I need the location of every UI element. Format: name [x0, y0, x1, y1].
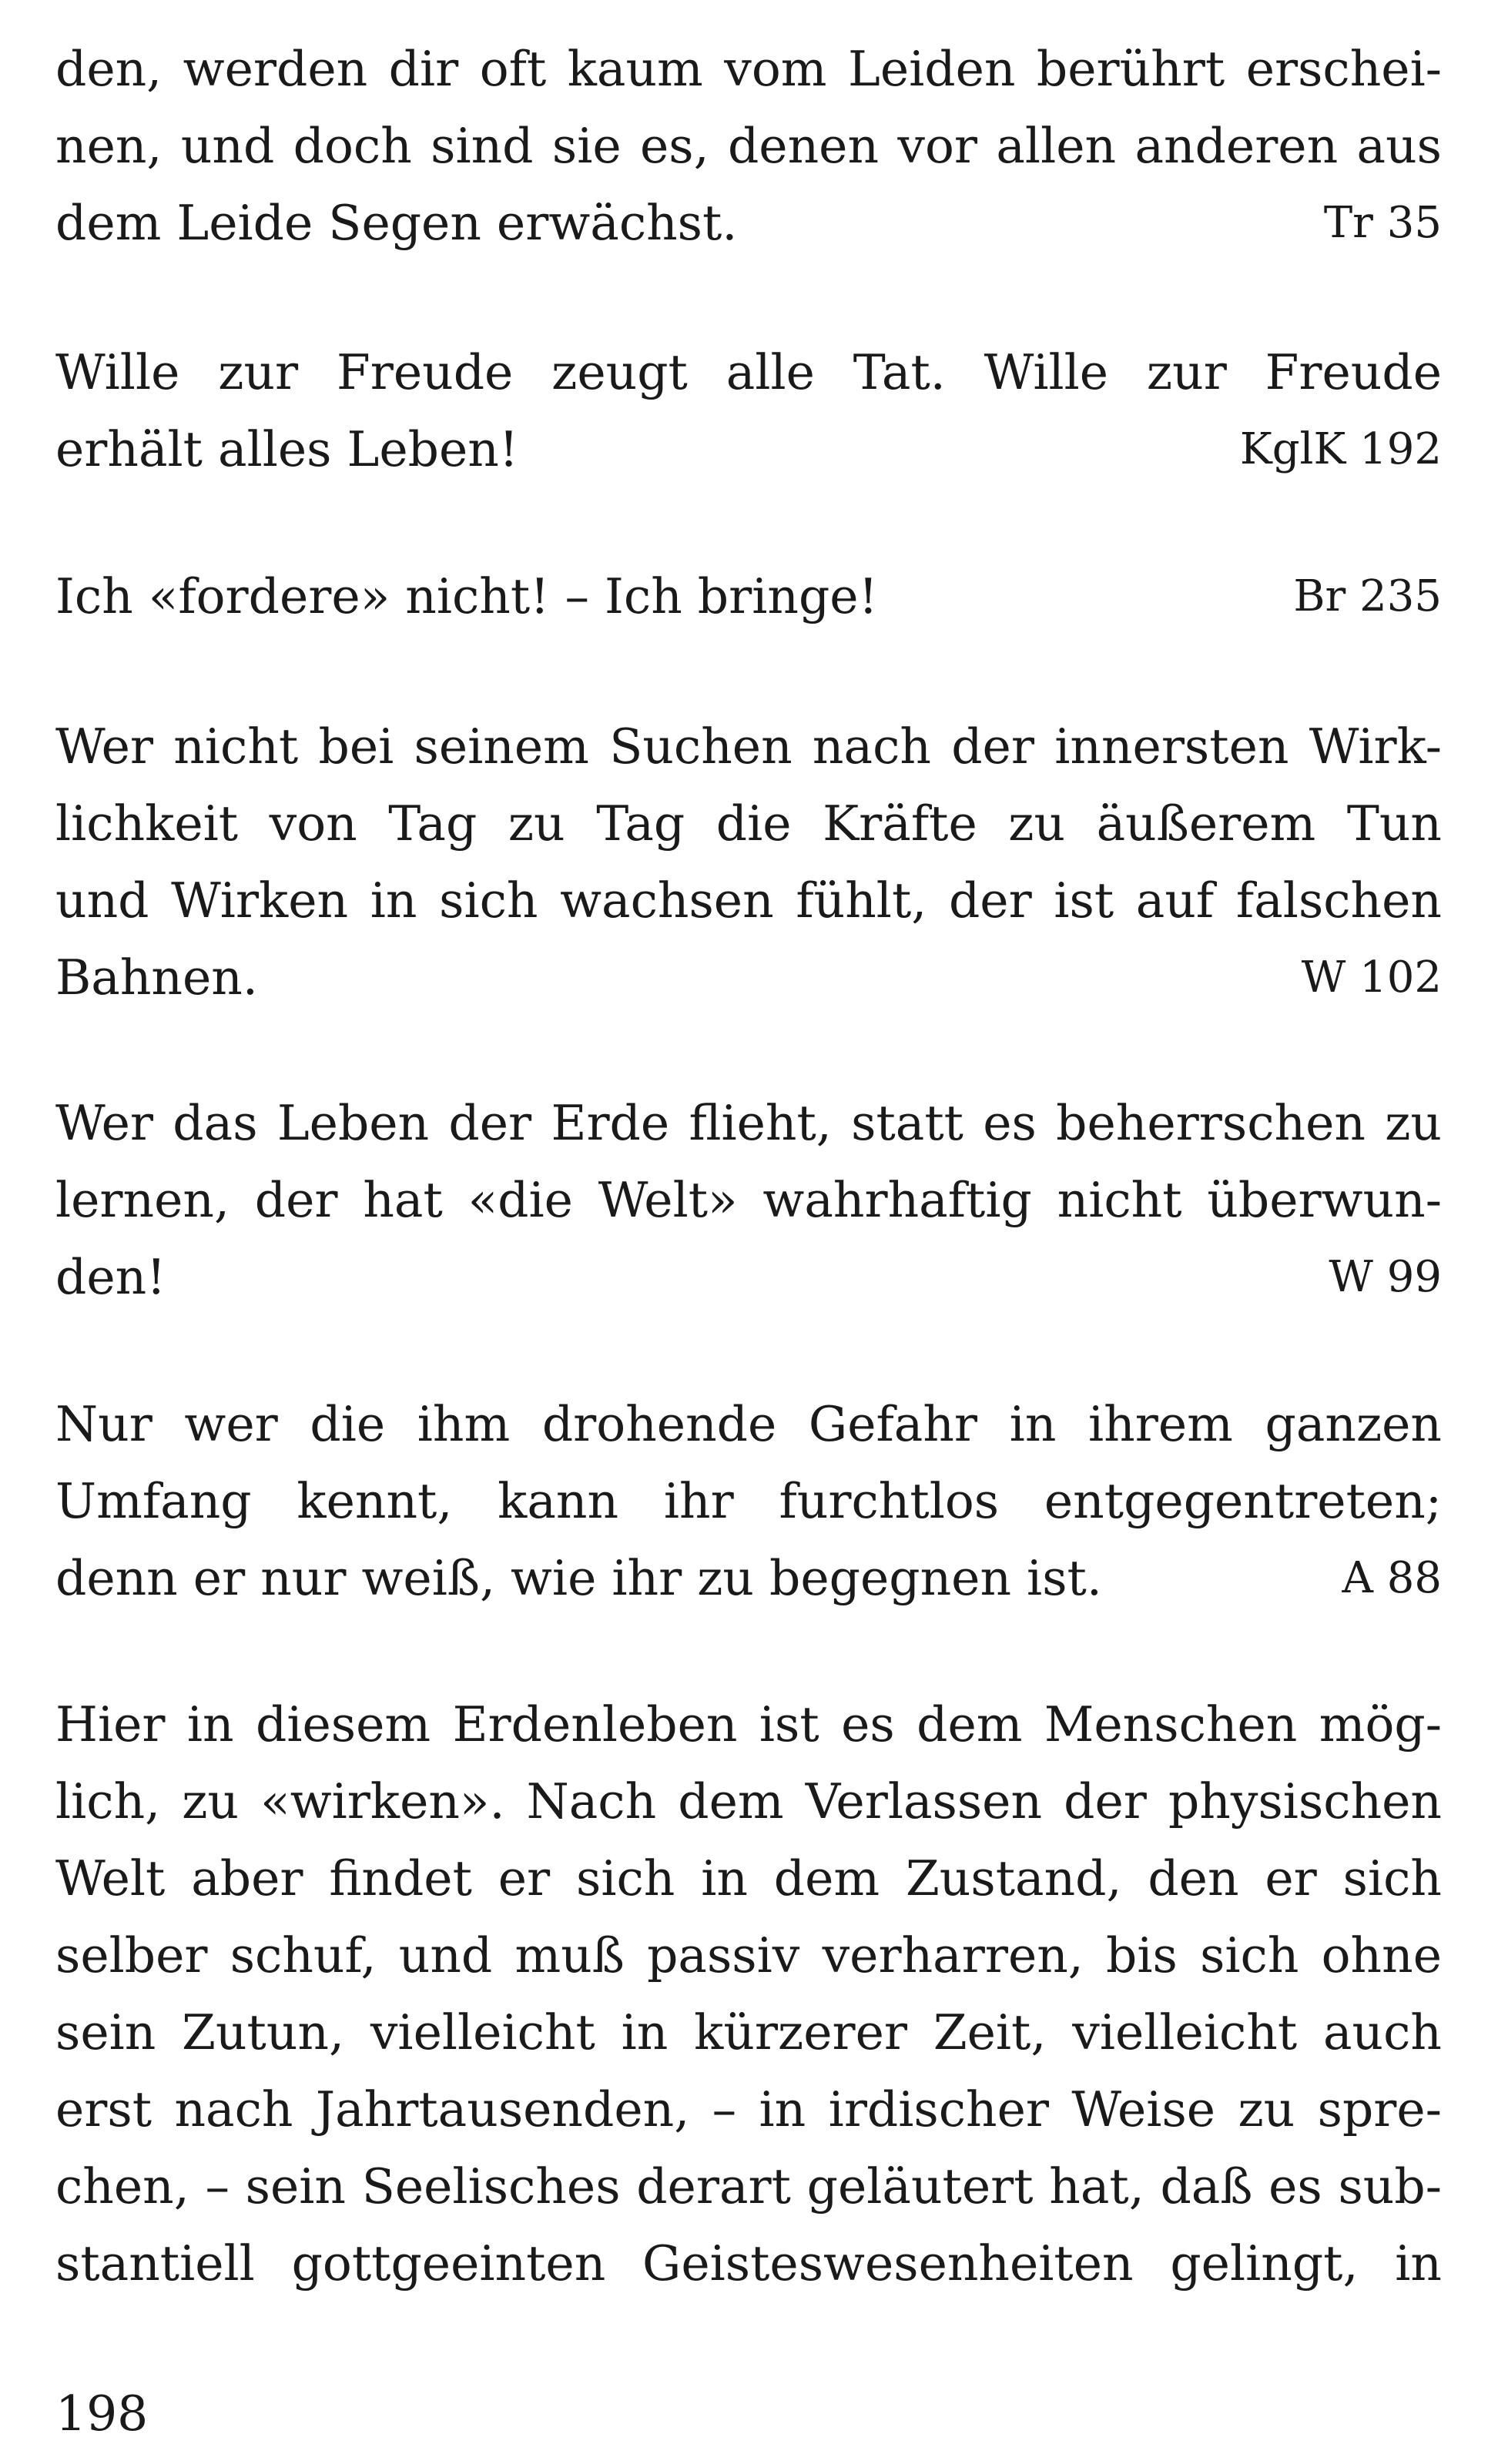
quote-line: lich, zu «wirken». Nach dem Verlassen der physischen — [55, 1773, 1442, 1830]
quote-block — [55, 334, 1442, 488]
quote-line: Bahnen. — [55, 949, 258, 1006]
source-reference: KglK 192 — [1239, 424, 1442, 474]
quote-line: erst nach Jahrtausenden, – in irdischer Weise zu spre- — [55, 2081, 1442, 2138]
quote-line: lichkeit von Tag zu Tag die Kräfte zu äußerem Tun — [55, 795, 1442, 852]
source-reference: W 99 — [1329, 1252, 1442, 1302]
source-reference: W 102 — [1301, 952, 1442, 1003]
source-reference: Br 235 — [1293, 571, 1442, 621]
quote-block — [55, 31, 1442, 262]
quote-line: selber schuf, und muß passiv verharren, bis sich ohne — [55, 1927, 1442, 1984]
quote-line: lernen, der hat «die Welt» wahrhaftig nicht überwun- — [55, 1172, 1442, 1228]
quote-block — [55, 1085, 1442, 1316]
source-reference: A 88 — [1342, 1553, 1442, 1603]
quote-last-line — [55, 411, 1442, 488]
quote-line: den, werden dir oft kaum vom Leiden berührt erschei- — [55, 41, 1442, 97]
quote-last-line — [55, 558, 1442, 635]
quote-line: Wer nicht bei seinem Suchen nach der innersten Wirk- — [55, 718, 1442, 775]
quote-line: den! — [55, 1249, 166, 1305]
quote-block — [55, 1386, 1442, 1617]
quote-line: nen, und doch sind sie es, denen vor allen anderen aus — [55, 118, 1442, 174]
quote-line: chen, – sein Seelisches derart geläutert hat, daß es sub- — [55, 2158, 1442, 2215]
quote-line: und Wirken in sich wachsen fühlt, der ist auf falschen — [55, 872, 1442, 929]
quote-line: Ich «fordere» nicht! – Ich bringe! — [55, 568, 878, 624]
quote-last-line — [55, 939, 1442, 1016]
quote-line: erhält alles Leben! — [55, 421, 519, 477]
quote-last-line — [55, 1540, 1442, 1617]
quote-line: sein Zutun, vielleicht in kürzerer Zeit, vielleicht auch — [55, 2004, 1442, 2061]
quote-line: Nur wer die ihm drohende Gefahr in ihrem ganzen — [55, 1396, 1442, 1452]
page-number: 198 — [55, 2385, 149, 2442]
source-reference: Tr 35 — [1323, 198, 1442, 248]
quote-line: denn er nur weiß, wie ihr zu begegnen ist. — [55, 1550, 1102, 1606]
quote-block — [55, 1686, 1442, 2302]
quote-line: stantiell gottgeeinten Geisteswesenheiten gelingt, in — [55, 2235, 1442, 2292]
quote-line: Wer das Leben der Erde flieht, statt es beherrschen zu — [55, 1095, 1442, 1151]
quote-block — [55, 558, 1442, 635]
quote-block — [55, 708, 1442, 1016]
quote-line: Umfang kennt, kann ihr furchtlos entgegentreten; — [55, 1473, 1442, 1529]
quote-last-line — [55, 1239, 1442, 1316]
quote-last-line — [55, 185, 1442, 262]
quote-line: Wille zur Freude zeugt alle Tat. Wille zur Freude — [55, 344, 1442, 400]
quote-line: Welt aber findet er sich in dem Zustand, den er sich — [55, 1850, 1442, 1907]
quote-line: Hier in diesem Erdenleben ist es dem Menschen mög- — [55, 1696, 1442, 1753]
quote-line: dem Leide Segen erwächst. — [55, 195, 738, 251]
